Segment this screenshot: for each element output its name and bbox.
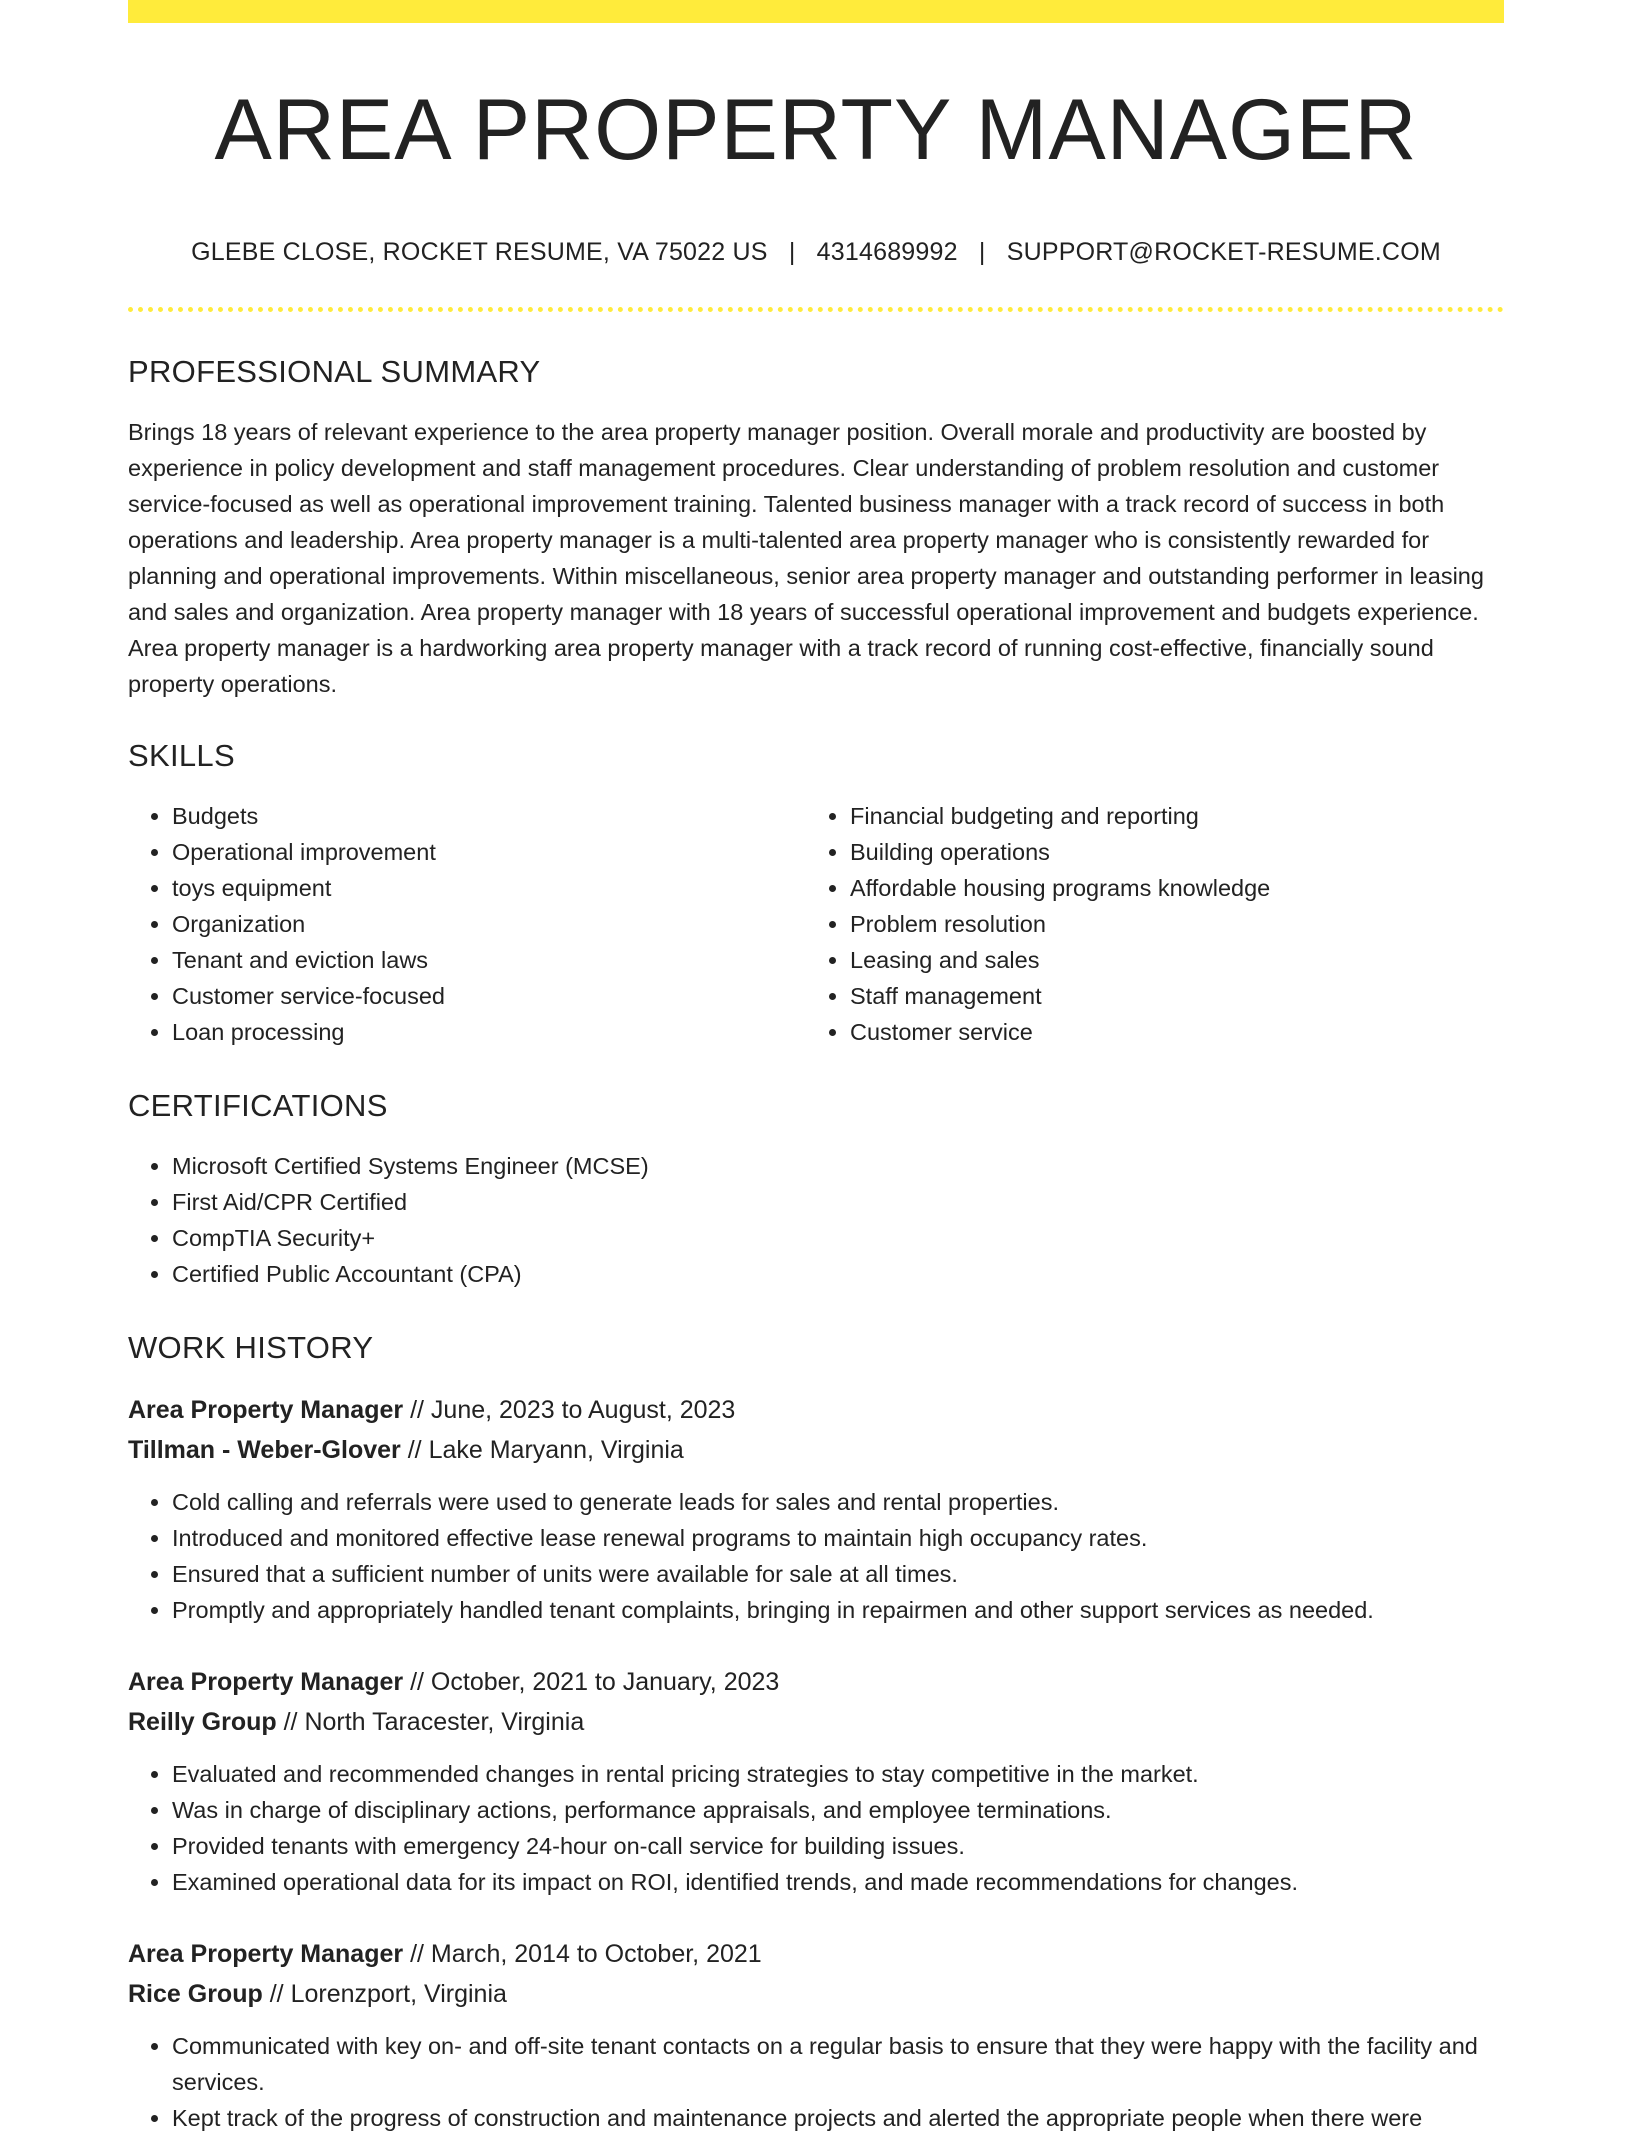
contact-line xyxy=(128,238,1504,267)
job-company: Tillman - Weber-Glover xyxy=(128,1435,401,1464)
skill-item: • Customer service xyxy=(850,1014,1484,1050)
contact-email: SUPPORT@ROCKET-RESUME.COM xyxy=(1006,237,1441,266)
certifications-heading: CERTIFICATIONS xyxy=(128,1087,388,1123)
job-role-line xyxy=(128,1934,1504,1974)
dotted-divider xyxy=(128,307,1504,312)
job-dates: June, 2023 to August, 2023 xyxy=(430,1395,736,1424)
job-company-line xyxy=(128,1702,1504,1742)
job-bullet: • Cold calling and referrals were used to generate leads for sales and rental properties. xyxy=(172,1484,1504,1520)
job-bullet: • Was in charge of disciplinary actions, performance appraisals, and employee terminations. xyxy=(172,1792,1504,1828)
skill-item: • Affordable housing programs knowledge xyxy=(850,870,1484,906)
contact-address: GLEBE CLOSE, ROCKET RESUME, VA 75022 US xyxy=(191,237,768,266)
summary-heading: PROFESSIONAL SUMMARY xyxy=(128,353,541,389)
skill-item: • toys equipment xyxy=(172,870,806,906)
job-bullet: • Promptly and appropriately handled tenant complaints, bringing in repairmen and other support services as needed. xyxy=(172,1592,1504,1628)
skill-item: • Customer service-focused xyxy=(172,978,806,1014)
job-company: Reilly Group xyxy=(128,1707,277,1736)
job-entry xyxy=(128,1662,1504,1900)
job-company-line xyxy=(128,1974,1504,2014)
job-role-line xyxy=(128,1662,1504,1702)
job-divider: // xyxy=(410,1939,424,1968)
resume-page xyxy=(128,0,1504,2136)
job-divider: // xyxy=(407,1435,422,1464)
job-role-line xyxy=(128,1390,1504,1430)
job-dates: October, 2021 to January, 2023 xyxy=(430,1667,780,1696)
job-role: Area Property Manager xyxy=(128,1395,404,1424)
summary-text: Brings 18 years of relevant experience to the area property manager position. Overall morale and productivity are boosted by experience in policy development and staff management procedures. Clear understanding of problem resolution and customer service-focused as well as operational improvement training. Talented business manager with a track record of success in both operations and leadership. Area property manager is a multi-talented area property manager who is consistently rewarded for planning and operational improvements. Within miscellaneous, senior area property manager and outstanding performer in leasing and sales and organization. Area property manager with 18 years of successful operational improvement and budgets experience. Area property manager is a hardworking area property manager with a track record of running cost-effective, financially sound property operations. xyxy=(128,418,1484,697)
job-location: Lorenzport, Virginia xyxy=(290,1979,507,2008)
certifications-list xyxy=(128,1148,1504,1292)
accent-top-bar xyxy=(128,0,1504,23)
job-bullet: • Examined operational data for its impact on ROI, identified trends, and made recommendations for changes. xyxy=(172,1864,1504,1900)
job-dates: March, 2014 to October, 2021 xyxy=(430,1939,762,1968)
contact-separator: | xyxy=(788,237,796,266)
certification-item: • First Aid/CPR Certified xyxy=(172,1184,1504,1220)
skills-list-right xyxy=(806,798,1484,1050)
work-history-heading: WORK HISTORY xyxy=(128,1329,374,1365)
certification-item: • Microsoft Certified Systems Engineer (MCSE) xyxy=(172,1148,1504,1184)
job-location: North Taracester, Virginia xyxy=(304,1707,585,1736)
skill-item: • Budgets xyxy=(172,798,806,834)
job-bullet: • Evaluated and recommended changes in rental pricing strategies to stay competitive in the market. xyxy=(172,1756,1504,1792)
skill-item: • Tenant and eviction laws xyxy=(172,942,806,978)
job-bullet: • Introduced and monitored effective lease renewal programs to maintain high occupancy rates. xyxy=(172,1520,1504,1556)
job-divider: // xyxy=(410,1667,424,1696)
skills-grid xyxy=(128,798,1504,1050)
skill-item: • Loan processing xyxy=(172,1014,806,1050)
job-bullet: • Ensured that a sufficient number of units were available for sale at all times. xyxy=(172,1556,1504,1592)
job-entry xyxy=(128,1934,1504,2136)
skill-item: • Leasing and sales xyxy=(850,942,1484,978)
job-location: Lake Maryann, Virginia xyxy=(428,1435,684,1464)
job-company: Rice Group xyxy=(128,1979,263,2008)
job-entry xyxy=(128,1390,1504,1628)
resume-title: AREA PROPERTY MANAGER xyxy=(214,82,1418,178)
job-role: Area Property Manager xyxy=(128,1667,404,1696)
job-divider: // xyxy=(410,1395,424,1424)
certification-item: • Certified Public Accountant (CPA) xyxy=(172,1256,1504,1292)
job-company-line xyxy=(128,1430,1504,1470)
job-bullet-list xyxy=(128,1756,1504,1900)
skill-item: • Financial budgeting and reporting xyxy=(850,798,1484,834)
certification-item: • CompTIA Security+ xyxy=(172,1220,1504,1256)
skill-item: • Problem resolution xyxy=(850,906,1484,942)
job-bullet-list xyxy=(128,2028,1504,2136)
skill-item: • Staff management xyxy=(850,978,1484,1014)
job-bullet: • Communicated with key on- and off-site tenant contacts on a regular basis to ensure that they were happy with the facility and services. xyxy=(172,2028,1504,2100)
job-bullet-list xyxy=(128,1484,1504,1628)
job-bullet: • Kept track of the progress of construction and maintenance projects and alerted the appropriate people when there were xyxy=(172,2100,1504,2136)
job-divider: // xyxy=(283,1707,298,1736)
contact-phone: 4314689992 xyxy=(816,237,958,266)
skills-heading: SKILLS xyxy=(128,737,235,773)
skill-item: • Organization xyxy=(172,906,806,942)
job-divider: // xyxy=(269,1979,284,2008)
skill-item: • Operational improvement xyxy=(172,834,806,870)
job-role: Area Property Manager xyxy=(128,1939,404,1968)
job-bullet: • Provided tenants with emergency 24-hour on-call service for building issues. xyxy=(172,1828,1504,1864)
skill-item: • Building operations xyxy=(850,834,1484,870)
contact-separator: | xyxy=(978,237,986,266)
skills-list-left xyxy=(128,798,806,1050)
